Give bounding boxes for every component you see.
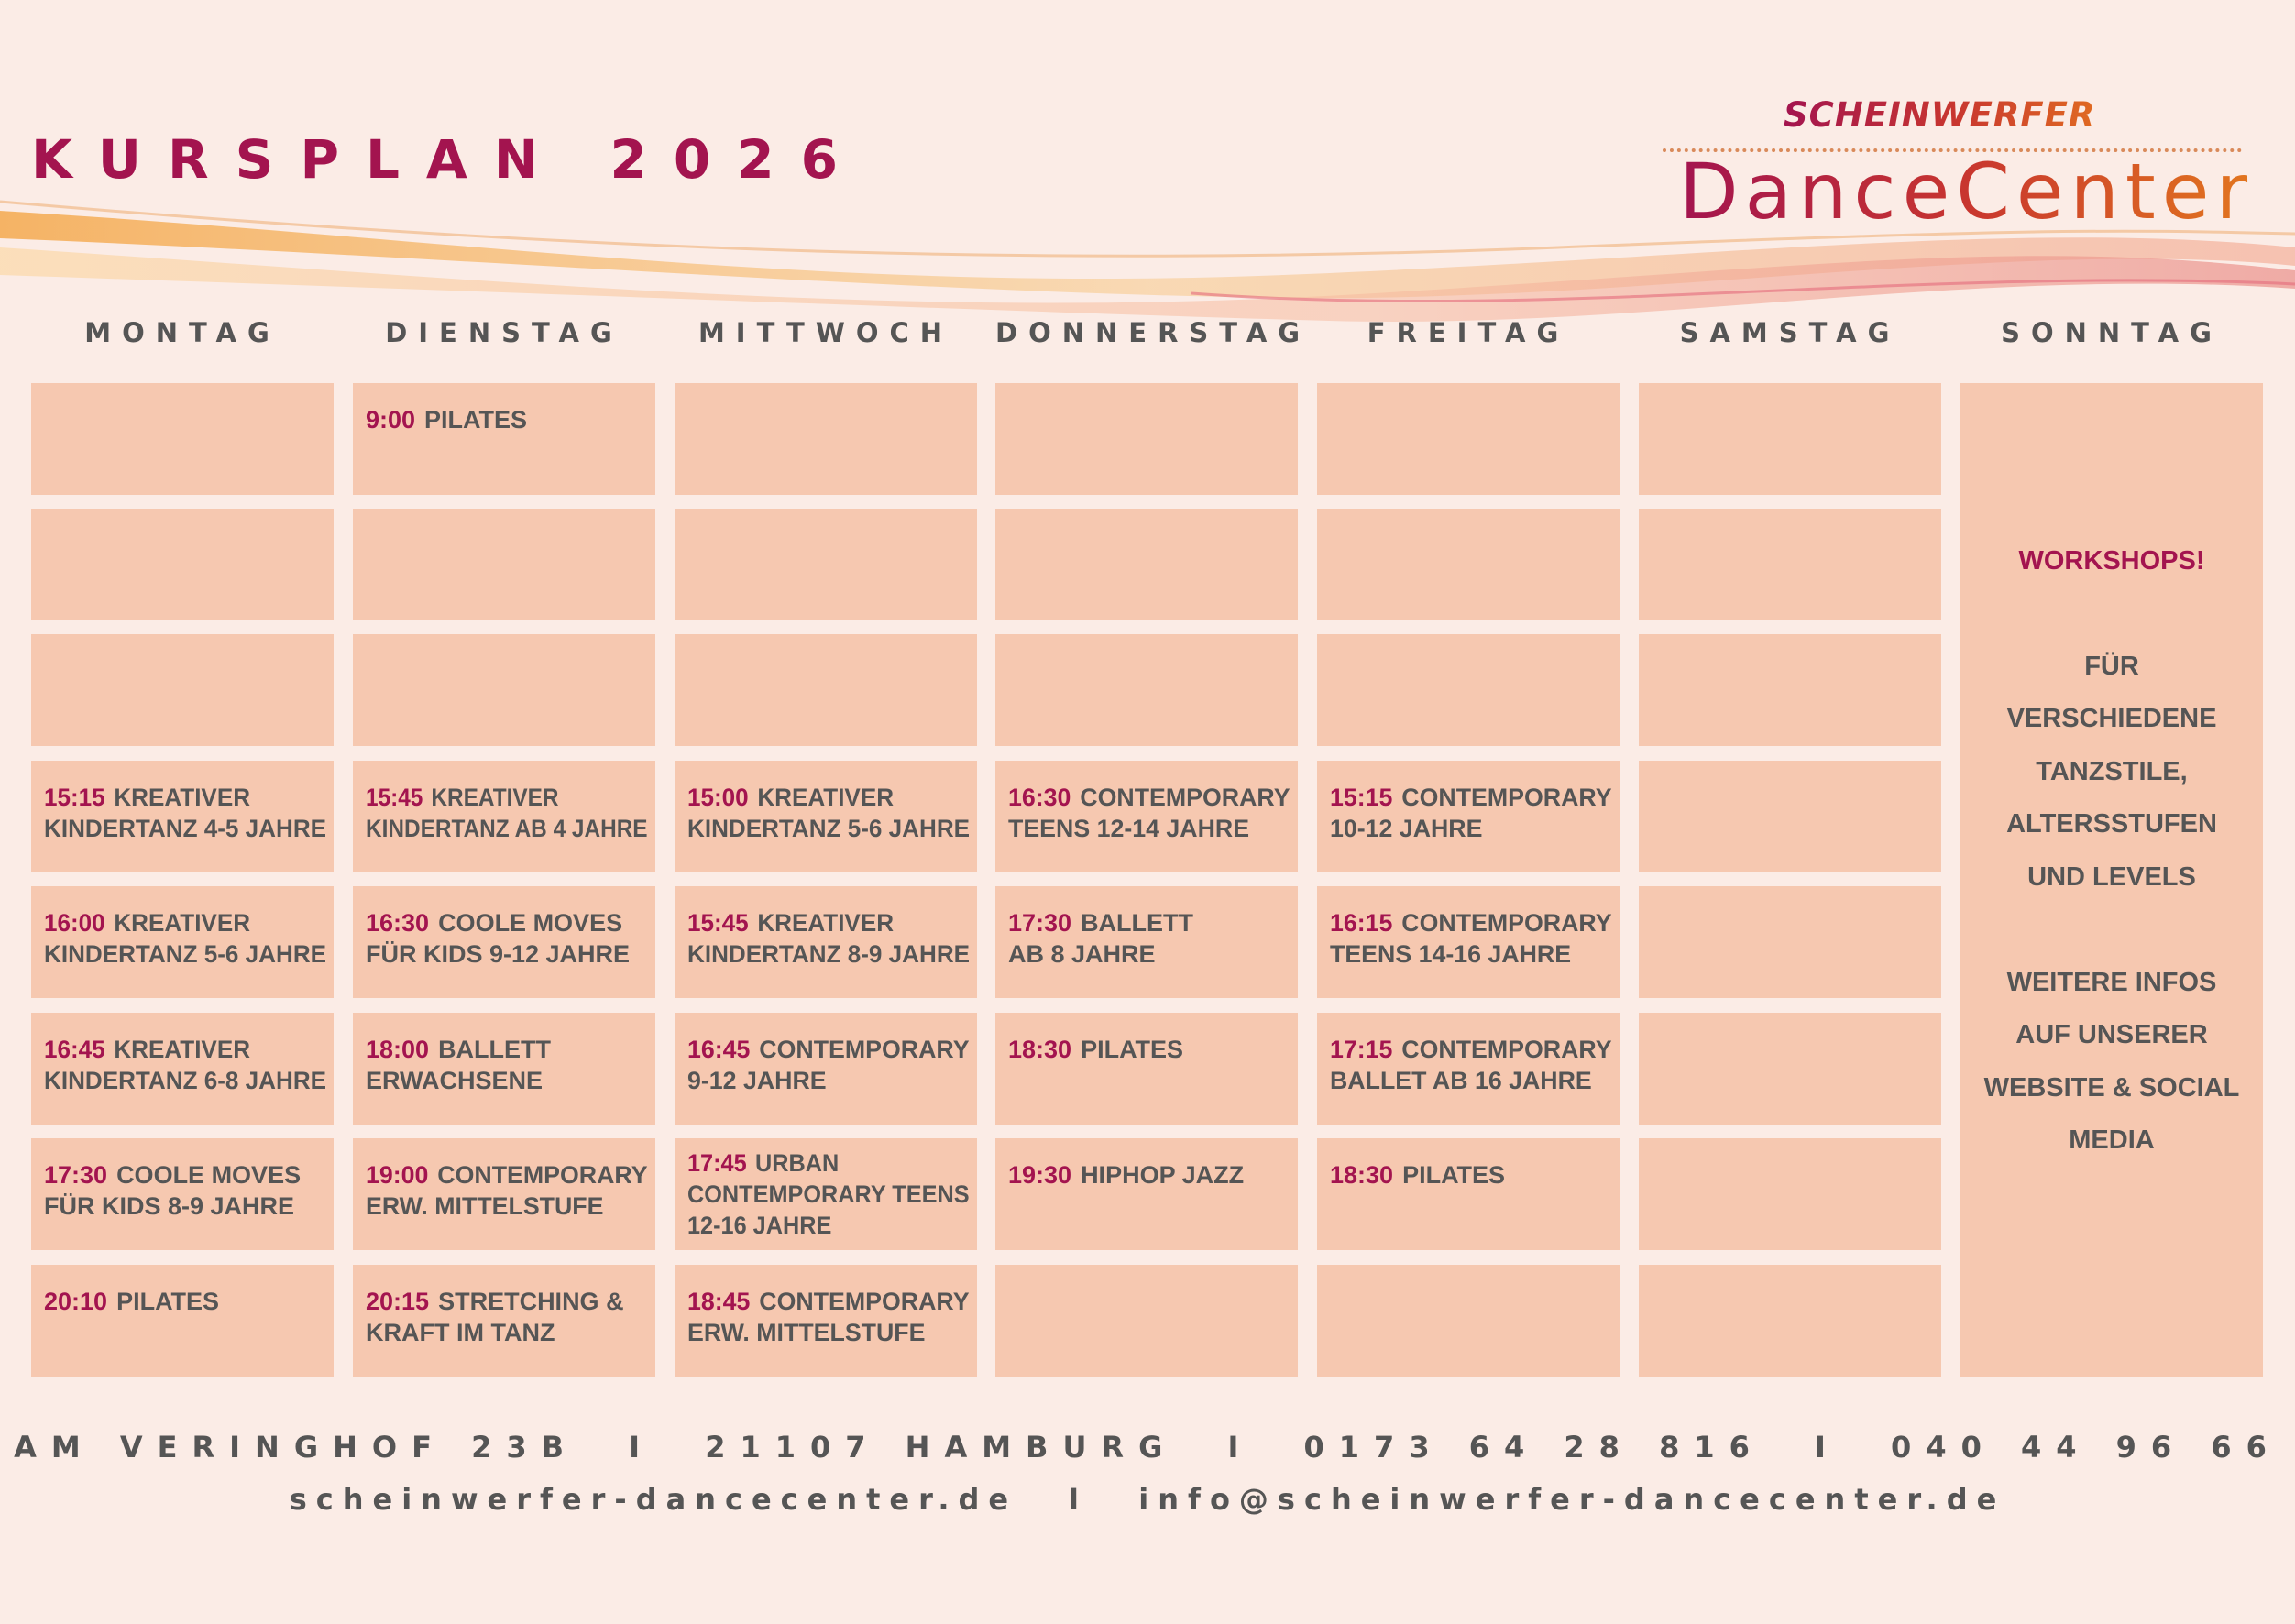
day-header-montag: MONTAG (84, 317, 280, 348)
course-cell (1639, 886, 1941, 998)
workshops-line: VERSCHIEDENE (2006, 704, 2217, 733)
course-cell (675, 1013, 977, 1125)
course-time: 18:00 (366, 1036, 430, 1063)
page-title: KURSPLAN 2026 (31, 128, 864, 191)
course-time: 19:00 (366, 1161, 429, 1189)
course-time: 16:15 (1330, 909, 1393, 937)
course-time: 17:30 (44, 1161, 108, 1189)
course-cell (1317, 634, 1620, 746)
course-name: KREATIVER (114, 784, 251, 811)
footer-phone-landline: 040 44 96 66 (1891, 1430, 2281, 1465)
course-cell (995, 1138, 1298, 1250)
course-cell (353, 383, 655, 495)
course-cell (995, 1265, 1298, 1377)
course-name: CONTEMPORARY (759, 1288, 970, 1315)
course-detail: AB 8 JAHRE (1008, 940, 1156, 968)
course-detail: KINDERTANZ 4-5 JAHRE (44, 815, 327, 842)
course-detail: 12-16 JAHRE (687, 1212, 832, 1239)
workshops-line: ALTERSSTUFEN (2006, 809, 2217, 839)
course-time: 9:00 (366, 406, 416, 433)
workshops-line: TANZSTILE, (2036, 757, 2188, 786)
course-cell (995, 509, 1298, 620)
course-cell (675, 886, 977, 998)
footer-separator: I (629, 1430, 655, 1465)
course-time: 15:45 (366, 784, 423, 811)
footer-separator: I (1815, 1430, 1840, 1465)
course-name: KREATIVER (757, 909, 895, 937)
course-cell (31, 634, 334, 746)
course-time: 19:30 (1008, 1161, 1072, 1189)
course-time: 18:30 (1008, 1036, 1072, 1063)
footer-city: 21107 HAMBURG (705, 1430, 1178, 1465)
footer-email-link[interactable]: info@scheinwerfer-dancecenter.de (1138, 1482, 2006, 1517)
course-cell (353, 509, 655, 620)
course-cell (1639, 1138, 1941, 1250)
course-detail: ERW. MITTELSTUFE (366, 1192, 604, 1220)
course-time: 18:45 (687, 1288, 751, 1315)
course-cell (995, 761, 1298, 872)
course-cell (1317, 886, 1620, 998)
course-detail: KRAFT IM TANZ (366, 1319, 555, 1346)
course-cell (1639, 383, 1941, 495)
course-detail: KINDERTANZ 8-9 JAHRE (687, 940, 971, 968)
course-cell (1639, 761, 1941, 872)
course-time: 18:30 (1330, 1161, 1394, 1189)
course-cell (1317, 1265, 1620, 1377)
course-cell (995, 634, 1298, 746)
course-name: CONTEMPORARY (1401, 1036, 1612, 1063)
course-cell (353, 761, 655, 872)
footer-separator: I (1227, 1430, 1254, 1465)
course-cell (675, 634, 977, 746)
course-cell (1639, 1013, 1941, 1125)
course-cell (995, 383, 1298, 495)
day-header-freitag: FREITAG (1367, 317, 1570, 348)
course-cell (31, 761, 334, 872)
course-time: 15:15 (1330, 784, 1393, 811)
course-name: PILATES (1402, 1161, 1506, 1189)
course-name: PILATES (424, 406, 528, 433)
footer-address: AM VERINGHOF 23B (14, 1430, 578, 1465)
course-cell (675, 1138, 977, 1250)
course-time: 17:15 (1330, 1036, 1393, 1063)
course-detail: KINDERTANZ 5-6 JAHRE (687, 815, 971, 842)
day-header-dienstag: DIENSTAG (385, 317, 623, 348)
day-header-samstag: SAMSTAG (1679, 317, 1901, 348)
course-detail: CONTEMPORARY TEENS (687, 1180, 970, 1208)
course-cell (1317, 761, 1620, 872)
logo-wordmark-main: DanceCenter (1679, 147, 2254, 236)
course-time: 15:15 (44, 784, 105, 811)
course-time: 16:45 (44, 1036, 105, 1063)
course-detail: KINDERTANZ AB 4 JAHRE (366, 815, 648, 842)
course-name: PILATES (1081, 1036, 1184, 1063)
course-name: STRETCHING & (438, 1288, 624, 1315)
course-name: CONTEMPORARY (759, 1036, 970, 1063)
course-cell (31, 383, 334, 495)
workshops-headline: WORKSHOPS! (2018, 546, 2205, 576)
day-header-sonntag: SONNTAG (2001, 317, 2223, 348)
footer-separator: I (1068, 1482, 1089, 1517)
course-name: KREATIVER (114, 1036, 251, 1063)
course-name: HIPHOP JAZZ (1081, 1161, 1245, 1189)
course-cell (1317, 509, 1620, 620)
course-detail: KINDERTANZ 5-6 JAHRE (44, 940, 327, 968)
day-header-mittwoch: MITTWOCH (697, 317, 954, 348)
sunday-workshops-panel (1960, 383, 2263, 1377)
course-cell (31, 509, 334, 620)
course-time: 17:45 (687, 1149, 747, 1177)
footer-contact-line (0, 1430, 2295, 1465)
course-cell (1317, 1138, 1620, 1250)
course-name: PILATES (116, 1288, 220, 1315)
course-cell (675, 1265, 977, 1377)
course-cell (675, 761, 977, 872)
course-cell (353, 634, 655, 746)
course-cell (1639, 1265, 1941, 1377)
course-name: CONTEMPORARY (1401, 909, 1612, 937)
workshops-line: UND LEVELS (2027, 862, 2196, 892)
course-cell (675, 509, 977, 620)
course-time: 20:15 (366, 1288, 430, 1315)
course-name: KREATIVER (431, 784, 559, 811)
logo-wordmark-top: SCHEINWERFER (1784, 95, 2096, 135)
course-cell (353, 886, 655, 998)
course-cell (353, 1265, 655, 1377)
course-time: 17:30 (1008, 909, 1072, 937)
workshops-line: WEBSITE & SOCIAL (1983, 1073, 2240, 1103)
course-cell (353, 1013, 655, 1125)
course-detail: 10-12 JAHRE (1330, 815, 1483, 842)
day-header-donnerstag: DONNERSTAG (995, 317, 1312, 348)
course-time: 20:10 (44, 1288, 108, 1315)
course-cell (31, 1013, 334, 1125)
course-name: CONTEMPORARY (1080, 784, 1290, 811)
course-time: 16:30 (1008, 784, 1071, 811)
footer-phone-mobile: 0173 64 28 816 (1303, 1430, 1764, 1465)
course-name: URBAN (755, 1149, 840, 1177)
course-detail: ERWACHSENE (366, 1067, 544, 1094)
course-cell (31, 1265, 334, 1377)
course-name: BALLETT (1081, 909, 1194, 937)
footer-web-line (0, 1482, 2295, 1517)
course-cell (995, 886, 1298, 998)
course-cell (1639, 634, 1941, 746)
course-cell (1317, 1013, 1620, 1125)
course-cell (1317, 383, 1620, 495)
course-detail: ERW. MITTELSTUFE (687, 1319, 926, 1346)
footer-website-link[interactable]: scheinwerfer-dancecenter.de (289, 1482, 1018, 1517)
course-time: 16:45 (687, 1036, 751, 1063)
course-name: KREATIVER (757, 784, 895, 811)
course-detail: KINDERTANZ 6-8 JAHRE (44, 1067, 327, 1094)
workshops-line: AUF UNSERER (2015, 1020, 2208, 1049)
course-time: 15:00 (687, 784, 749, 811)
course-detail: TEENS 14-16 JAHRE (1330, 940, 1572, 968)
course-time: 16:00 (44, 909, 105, 937)
course-detail: FÜR KIDS 9-12 JAHRE (366, 940, 631, 968)
course-name: CONTEMPORARY (1401, 784, 1612, 811)
workshops-line: FÜR (2084, 652, 2139, 681)
course-cell (1639, 509, 1941, 620)
course-cell (353, 1138, 655, 1250)
course-name: CONTEMPORARY (437, 1161, 648, 1189)
workshops-line: MEDIA (2069, 1125, 2155, 1155)
workshops-line: WEITERE INFOS (2006, 968, 2217, 997)
course-name: COOLE MOVES (116, 1161, 302, 1189)
course-cell (995, 1013, 1298, 1125)
course-name: COOLE MOVES (438, 909, 623, 937)
course-cell (31, 1138, 334, 1250)
course-cell (31, 886, 334, 998)
course-detail: FÜR KIDS 8-9 JAHRE (44, 1192, 295, 1220)
course-time: 15:45 (687, 909, 749, 937)
course-name: BALLETT (438, 1036, 552, 1063)
course-detail: BALLET AB 16 JAHRE (1330, 1067, 1592, 1094)
course-cell (675, 383, 977, 495)
course-detail: TEENS 12-14 JAHRE (1008, 815, 1250, 842)
course-detail: 9-12 JAHRE (687, 1067, 827, 1094)
course-name: KREATIVER (114, 909, 251, 937)
course-time: 16:30 (366, 909, 430, 937)
